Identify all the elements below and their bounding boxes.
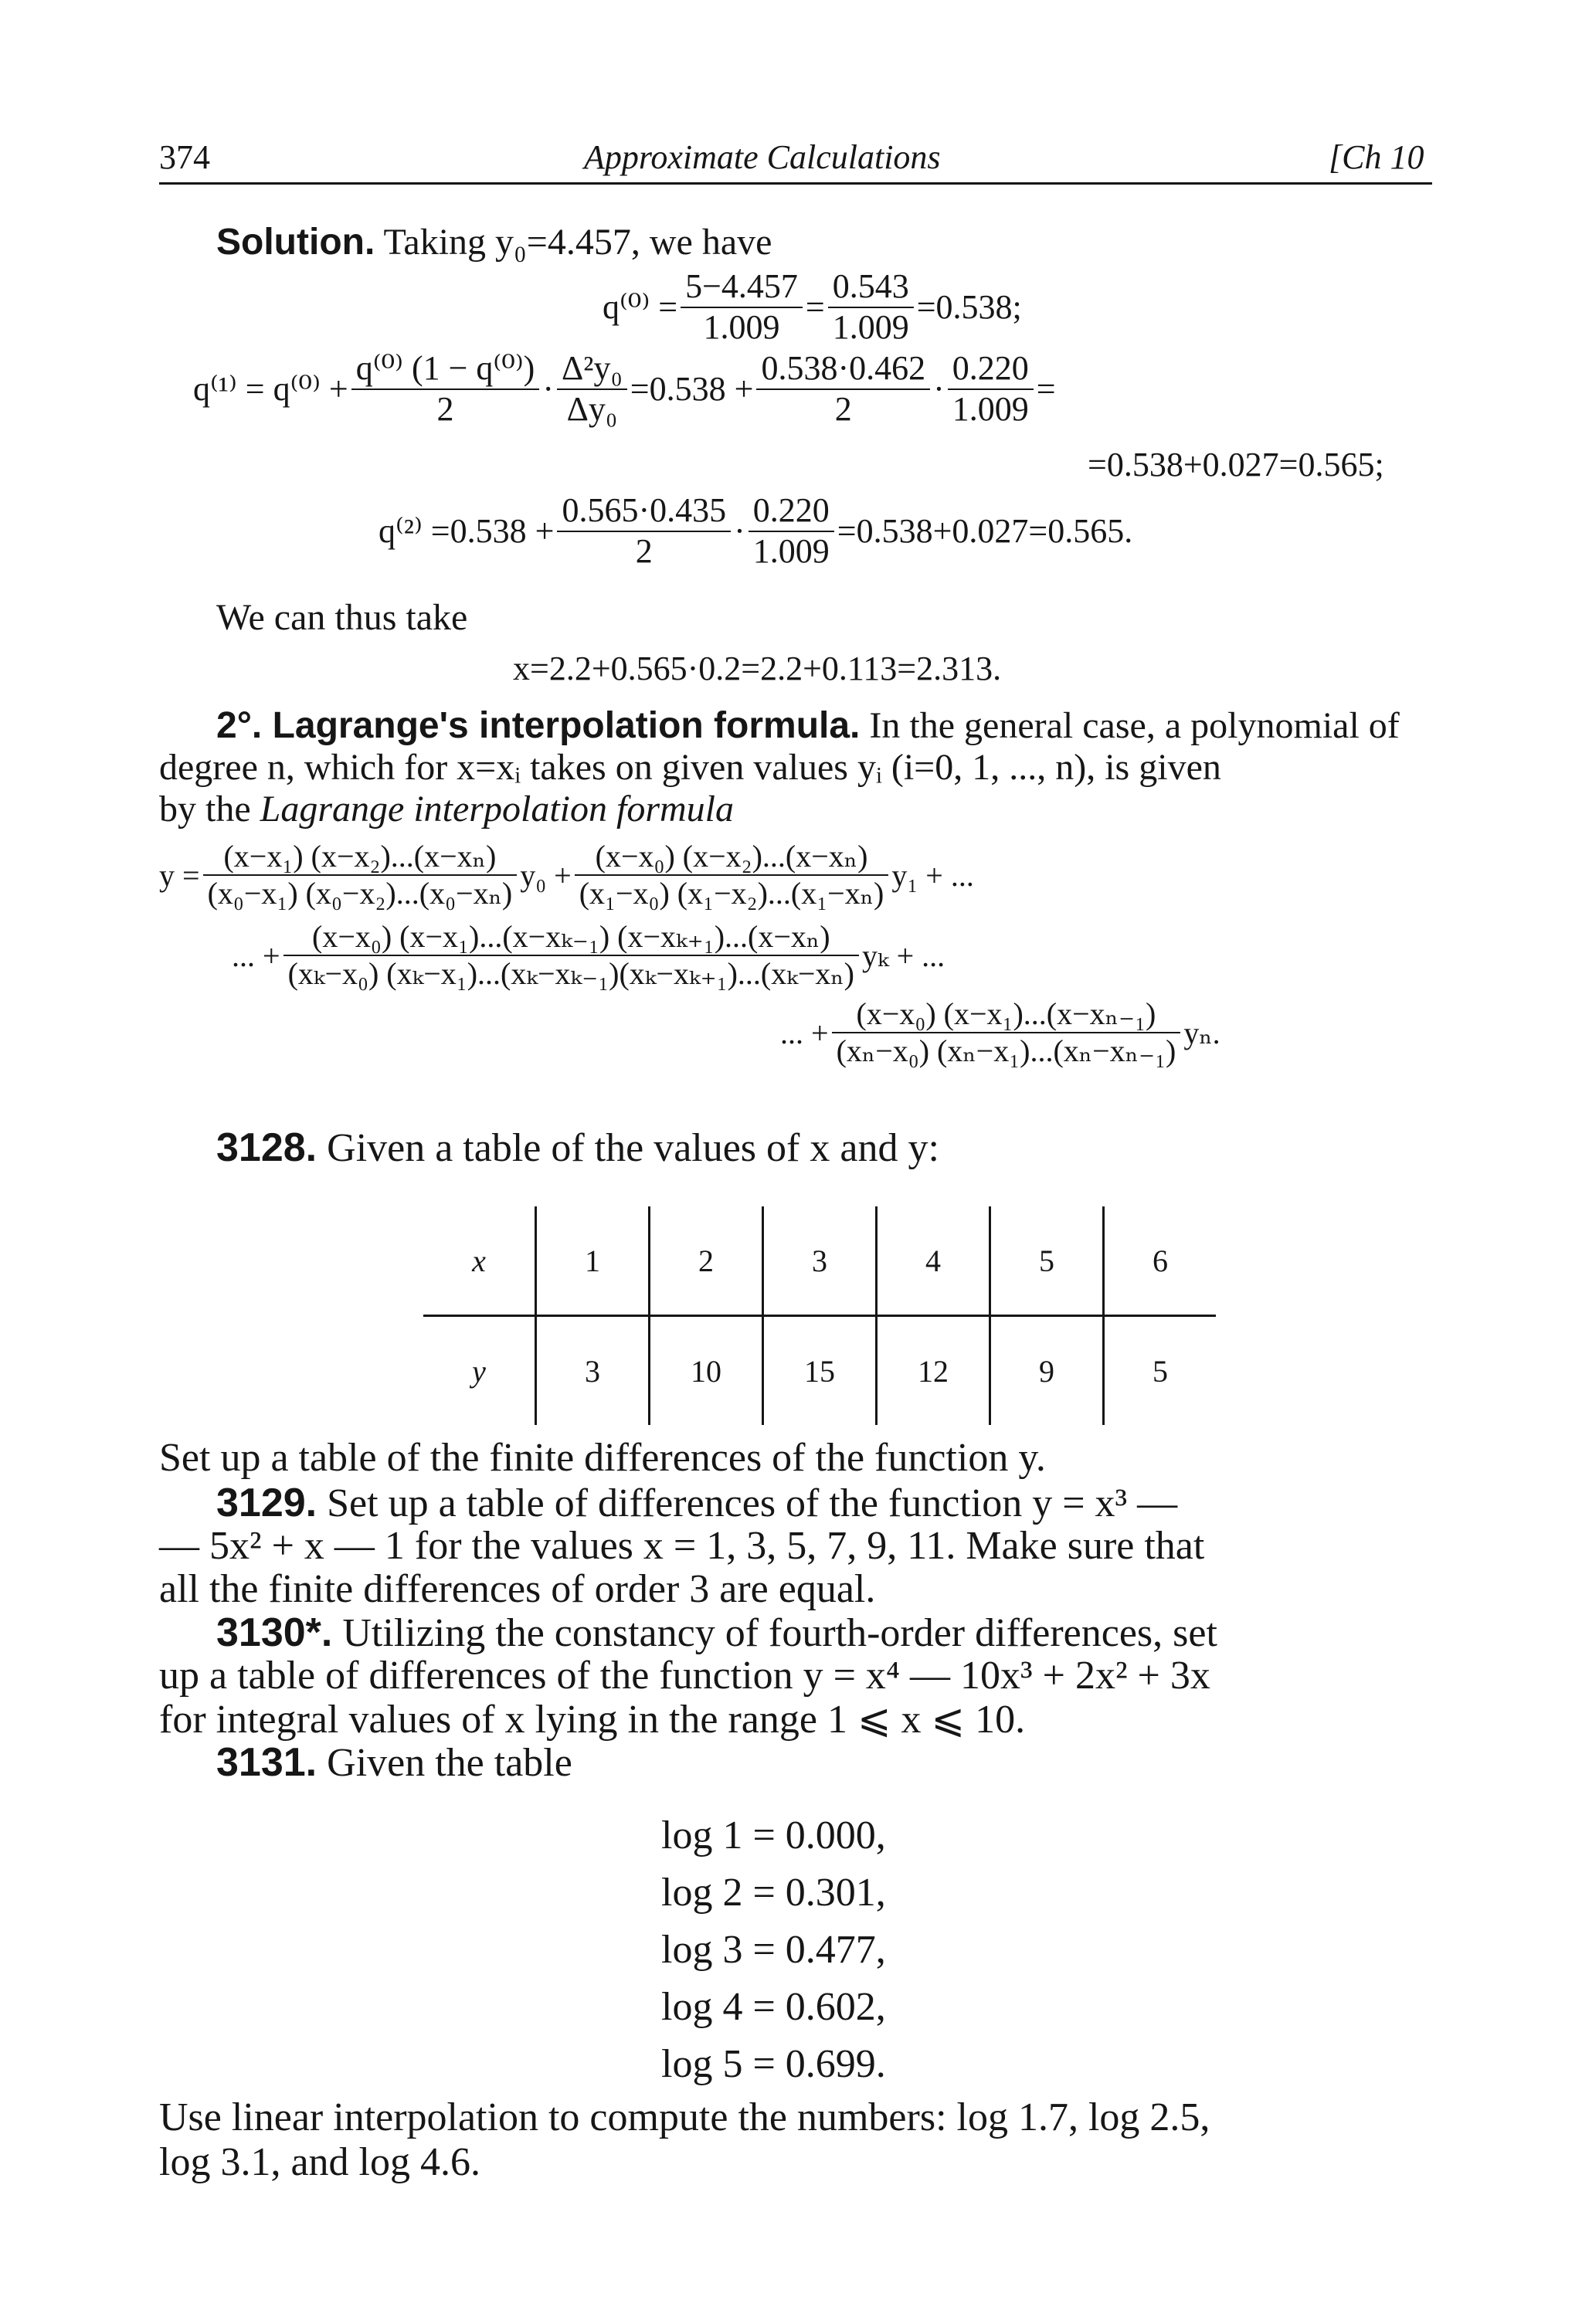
problem-3130-number: 3130*. xyxy=(216,1610,333,1655)
q2-equation: q⁽²⁾ =0.538 + $\frac{0.565\cdot 0.435}{2}$ · $\frac{0.220}{1.009}$ =0.538+0.027=0.565. xyxy=(379,491,1133,570)
table-cell: 2 xyxy=(650,1206,763,1316)
lagrange-term-1: $\frac{\text{(x−x₀) (x−x₂)...(x−xₙ)}}{\text{(x₁−x₀) (x₁−x₂)...(x₁−xₙ)}}$ xyxy=(575,839,889,911)
log-entry: log 1 = 0.000, xyxy=(661,1813,886,1858)
log-table xyxy=(661,1807,886,2093)
q0-fraction-1: $\frac{5-4.457}{1.009}$ xyxy=(681,267,803,347)
lagrange-term-0: $\frac{\text{(x−x₁) (x−x₂)...(x−xₙ)}}{\text{(x₀−x₁) (x₀−x₂)...(x₀−xₙ)}}$ xyxy=(203,839,518,911)
lagrange-formula-3: ... + $\frac{\text{(x−x₀) (x−x₁)...(x−xₙ₋₁)}}{\text{(xₙ−x₀) (xₙ−x₁)...(xₙ−xₙ₋₁)}}$ yₙ. xyxy=(780,996,1220,1068)
log-entry: log 4 = 0.602, xyxy=(661,1985,886,2029)
problem-3130-line1: 3130*. Utilizing the constancy of fourth-order differences, set xyxy=(216,1610,1217,1655)
q0-fraction-2: $\frac{0.543}{1.009}$ xyxy=(828,267,914,347)
table-cell: 6 xyxy=(1104,1206,1217,1316)
problem-3128-after: Set up a table of the finite differences of the function y. xyxy=(159,1436,1046,1480)
problem-3128-number: 3128. xyxy=(216,1125,317,1170)
q1-fraction-c: $\frac{0.538\cdot 0.462}{2}$ xyxy=(756,349,930,429)
q1-fraction-b: $\frac{\text{Δ²y₀}}{\text{Δy₀}}$ xyxy=(557,349,627,429)
log-entry: log 3 = 0.477, xyxy=(661,1928,886,1972)
table-y-label: y xyxy=(472,1353,486,1389)
table-x-label: x xyxy=(423,1206,536,1316)
table-row-y xyxy=(423,1316,1216,1426)
lagrange-line1: 2°. Lagrange's interpolation formula. In the general case, a polynomial of xyxy=(216,705,1400,746)
problem-3131-after2: log 3.1, and log 4.6. xyxy=(159,2140,480,2184)
problem-3131-after1: Use linear interpolation to compute the numbers: log 1.7, log 2.5, xyxy=(159,2095,1210,2139)
log-entry: log 2 = 0.301, xyxy=(661,1871,886,1915)
problem-3130-line3: for integral values of x lying in the range 1 ⩽ x ⩽ 10. xyxy=(159,1698,1026,1742)
header-rule xyxy=(159,182,1432,185)
problem-3130-line2: up a table of differences of the function y = x⁴ — 10x³ + 2x² + 3x xyxy=(159,1654,1210,1698)
q1-fraction-a: $\frac{\text{q⁽⁰⁾ (1 − q⁽⁰⁾)}}{2}$ xyxy=(351,349,540,429)
q2-fraction-b: $\frac{0.220}{1.009}$ xyxy=(749,491,834,571)
table-cell: 15 xyxy=(763,1316,877,1426)
problem-3129-line2: — 5x² + x — 1 for the values x = 1, 3, 5, 7, 9, 11. Make sure that xyxy=(159,1524,1205,1568)
table-cell: 3 xyxy=(536,1316,650,1426)
q0-lhs: q⁽⁰⁾ = xyxy=(603,288,678,327)
lagrange-heading: 2°. Lagrange's interpolation formula. xyxy=(216,705,861,746)
table-cell: 4 xyxy=(877,1206,990,1316)
q0-result: =0.538; xyxy=(916,288,1022,327)
x-result: x=2.2+0.565·0.2=2.2+0.113=2.313. xyxy=(513,650,1002,687)
values-table xyxy=(423,1206,1216,1425)
table-cell: 1 xyxy=(536,1206,650,1316)
table-cell: 5 xyxy=(990,1206,1104,1316)
page-number: 374 xyxy=(159,138,210,176)
running-title: Approximate Calculations xyxy=(584,138,941,176)
table-cell: 10 xyxy=(650,1316,763,1426)
solution-intro xyxy=(216,221,772,263)
problem-3131: 3131. Given the table xyxy=(216,1740,572,1785)
problem-3129-number: 3129. xyxy=(216,1481,317,1525)
table-row-x xyxy=(423,1206,1216,1316)
solution-intro-text: Taking y₀=4.457, we have xyxy=(383,222,772,263)
chapter-label: [Ch 10 xyxy=(1329,138,1424,176)
solution-label: Solution. xyxy=(216,222,375,263)
lagrange-line2: degree n, which for x=xᵢ takes on given values yᵢ (i=0, 1, ..., n), is given xyxy=(159,747,1221,788)
q1-equation: q⁽¹⁾ = q⁽⁰⁾ + $\frac{\text{q⁽⁰⁾ (1 − q⁽⁰⁾)}}{2}$ · $\frac{\text{Δ²y₀}}{\text{Δy₀}}$ =0.538 + $\frac{0.538\cdot 0.462}{2}$ · $\frac{0.220}{1.009}$ = xyxy=(193,349,1056,428)
q2-fraction-a: $\frac{0.565\cdot 0.435}{2}$ xyxy=(557,491,731,571)
problem-3129-line3: all the finite differences of order 3 are equal. xyxy=(159,1567,876,1611)
q1-fraction-d: $\frac{0.220}{1.009}$ xyxy=(948,349,1034,429)
table-cell: 9 xyxy=(990,1316,1104,1426)
lagrange-formula-1: y = $\frac{\text{(x−x₁) (x−x₂)...(x−xₙ)}}{\text{(x₀−x₁) (x₀−x₂)...(x₀−xₙ)}}$ y₀ + $\frac{\text{(x−x₀) (x−x₂)...(x−xₙ)}}{\text{(x₁−x₀) (x₁−x₂)...(x₁−xₙ)}}$ y₁ + ... xyxy=(159,839,974,911)
q0-equation: q⁽⁰⁾ = $\frac{5-4.457}{1.009}$ = $\frac{0.543}{1.009}$ =0.538; xyxy=(603,267,1022,346)
problem-3131-number: 3131. xyxy=(216,1740,317,1785)
log-entry: log 5 = 0.699. xyxy=(661,2042,886,2086)
lagrange-formula-2: ... + $\frac{\text{(x−x₀) (x−x₁)...(x−xₖ₋₁) (x−xₖ₊₁)...(x−xₙ)}}{\text{(xₖ−x₀) (xₖ−x₁)...(xₖ−xₖ₋₁)(xₖ−xₖ₊₁)...(xₖ−xₙ)}}$ yₖ + ... xyxy=(232,919,945,991)
table-cell: 12 xyxy=(877,1316,990,1426)
thus-text: We can thus take xyxy=(216,597,468,638)
problem-3128: 3128. Given a table of the values of x and y: xyxy=(216,1125,939,1170)
problem-3129-line1: 3129. Set up a table of differences of the function y = x³ — xyxy=(216,1481,1178,1525)
lagrange-term-k: $\frac{\text{(x−x₀) (x−x₁)...(x−xₖ₋₁) (x−xₖ₊₁)...(x−xₙ)}}{\text{(xₖ−x₀) (xₖ−x₁)...(xₖ−xₖ₋₁)(xₖ−xₖ₊₁)...(xₖ−xₙ)}}$ xyxy=(283,919,859,992)
lagrange-term-n: $\frac{\text{(x−x₀) (x−x₁)...(x−xₙ₋₁)}}{\text{(xₙ−x₀) (xₙ−x₁)...(xₙ−xₙ₋₁)}}$ xyxy=(832,996,1181,1069)
q1-line2: =0.538+0.027=0.565; xyxy=(1088,446,1384,483)
table-cell: 3 xyxy=(763,1206,877,1316)
lagrange-line3: by the Lagrange interpolation formula xyxy=(159,789,734,830)
table-cell: 5 xyxy=(1104,1316,1217,1426)
